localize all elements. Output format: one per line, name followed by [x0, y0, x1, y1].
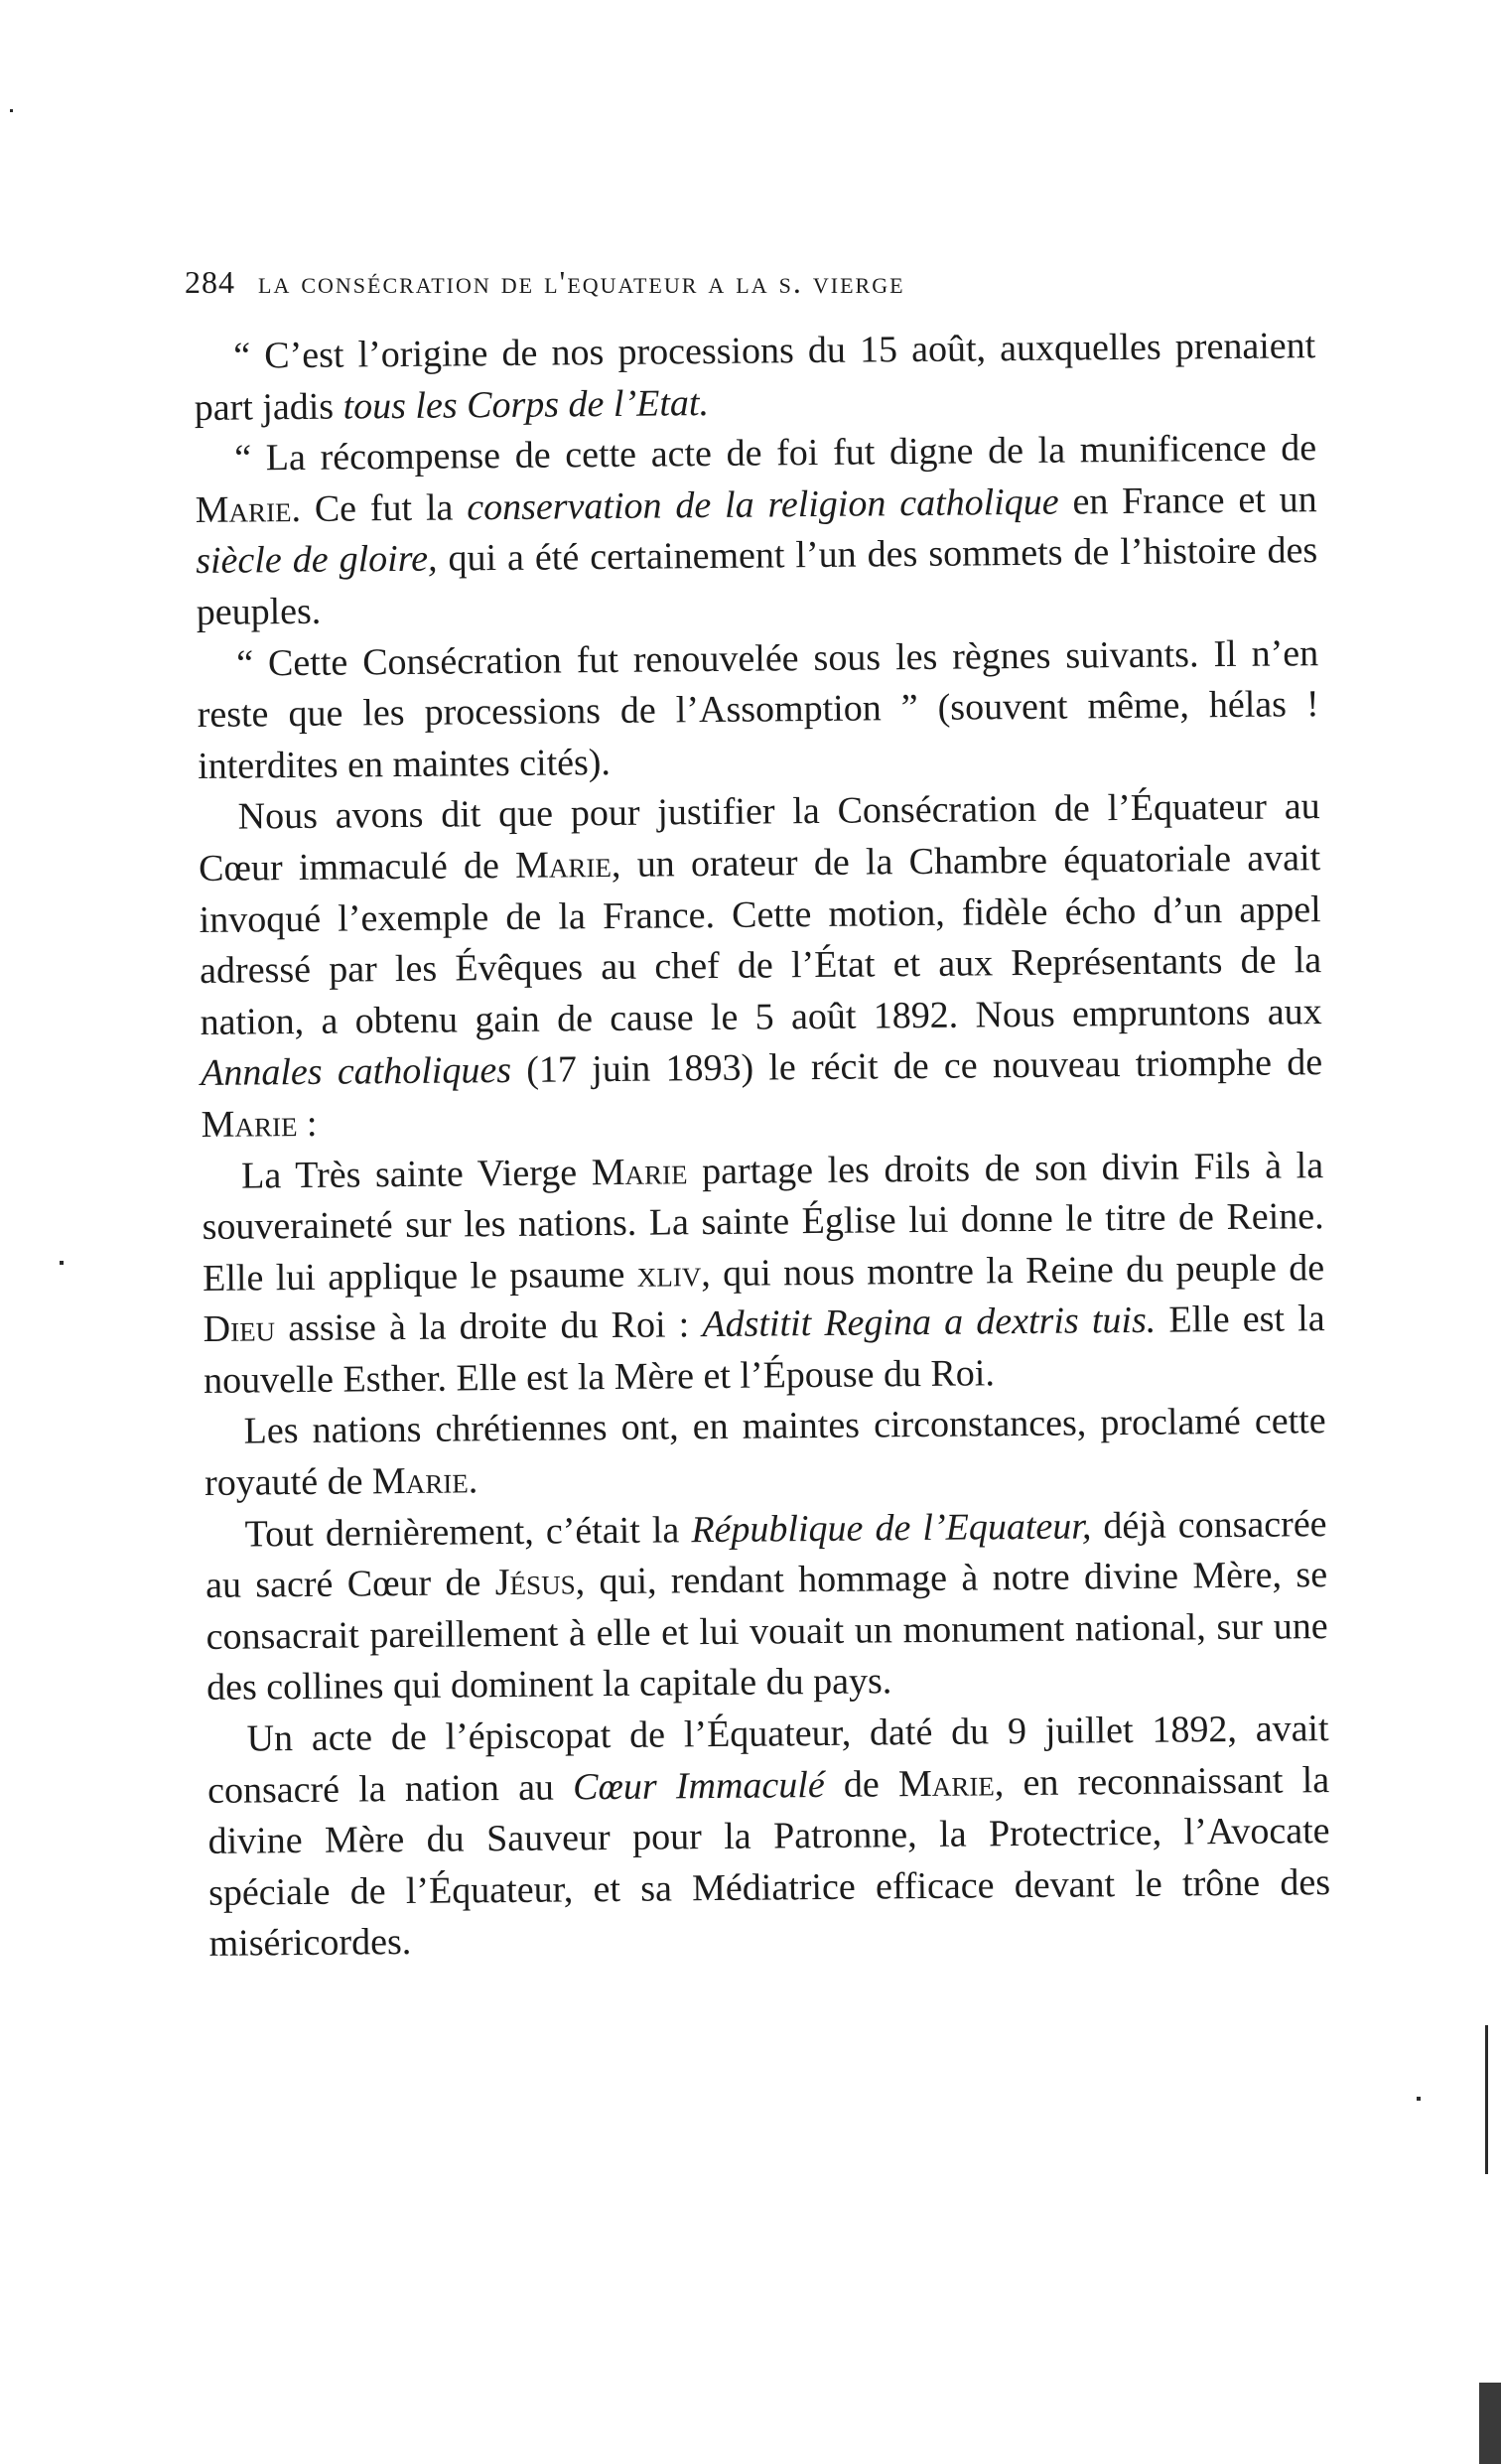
text-run: , qui, rendant hommage à notre divine Mère, se consacrait pareillement à elle et lui vouait un monument national, sur une des collines qui dominent la capitale du pays.	[205, 1554, 1328, 1710]
paragraph	[194, 321, 1316, 434]
text-run: . Ce fut la	[291, 486, 468, 530]
text-run: (17 juin 1893) le récit de ce nouveau triomphe de	[510, 1041, 1323, 1092]
text-run: qui a été certainement l’un des sommets de l’histoire des peuples.	[196, 529, 1318, 633]
small-caps-text: Marie	[591, 1150, 688, 1193]
small-caps-text: Marie	[514, 843, 613, 887]
text-run: en France et un	[1058, 478, 1317, 523]
text-run: .	[468, 1459, 478, 1502]
page-number: 284	[185, 264, 235, 300]
text-run: La Très sainte Vierge	[240, 1151, 592, 1197]
page-header	[185, 264, 1277, 301]
text-run: Tout dernièrement, c’était la	[244, 1508, 692, 1556]
text-run: , en reconnaissant la divine Mère du Sauveur pour la Patronne, la Protectrice, l’Avocate spéciale de l’Équateur, et sa Médiatrice efficace devant le trône des miséricordes.	[207, 1758, 1331, 1966]
text-run: “ C’est l’origine de nos processions du 15 août, auxquelles prenaient part jadis	[194, 325, 1316, 429]
paragraph	[206, 1704, 1330, 1971]
italic-text: Cœur Immaculé	[572, 1763, 825, 1809]
scan-speck	[1417, 2097, 1421, 2101]
small-caps-text: Marie	[201, 1102, 298, 1146]
running-title: la consécration de l'equateur a la s. vierge	[258, 264, 905, 300]
italic-text: conservation de la religion catholique	[467, 480, 1059, 529]
small-caps-text: Dieu	[203, 1307, 276, 1351]
text-run: , qui nous montre la Reine du peuple de	[701, 1246, 1325, 1295]
paragraph	[195, 423, 1318, 638]
text-run: Elle est la nouvelle Esther. Elle est la Mère et l’Épouse du Roi.	[203, 1298, 1325, 1402]
italic-text: siècle de gloire,	[196, 538, 438, 583]
italic-text: tous les Corps de l’Etat.	[342, 381, 710, 428]
text-run: Un acte de l’épiscopat de l’Équateur, daté du 9 juillet 1892, avait consacré la nation au	[206, 1708, 1329, 1812]
text-run: Les nations chrétiennes ont, en maintes circonstances, proclamé cette royauté de	[204, 1400, 1326, 1505]
small-caps-text: Marie	[195, 487, 292, 531]
scan-edge-mark	[1485, 2025, 1488, 2174]
italic-text: Adstitit Regina a dextris tuis.	[702, 1300, 1157, 1346]
paragraph	[198, 781, 1322, 1151]
body-text	[194, 321, 1331, 1971]
text-run: “ Cette Consécration fut renouvelée sous les règnes suivants. Il n’en reste que les processions de l’Assomption ” (souvent même, hélas ! interdites en maintes cités).	[197, 631, 1319, 787]
italic-text: République de l’Equateur,	[691, 1505, 1092, 1551]
text-run: , un orateur de la Chambre équatoriale avait invoqué l’exemple de la France. Cette motion, fidèle écho d’un appel adressé par les Évêques au chef de l’État et aux Représentants de la nation, a obtenu gain de cause le 5 août 1892. Nous empruntons aux	[199, 837, 1322, 1043]
small-caps-text: xliv	[636, 1252, 702, 1296]
text-run: :	[297, 1102, 318, 1145]
text-run: Nous avons dit que pour justifier la Consécration de l’Équateur au Cœur immaculé de	[198, 785, 1320, 890]
small-caps-text: Marie	[897, 1761, 996, 1805]
text-run: déjà consacrée au sacré Cœur de	[205, 1502, 1327, 1607]
scan-corner-shadow	[1479, 2383, 1501, 2464]
text-run: assise à la droite du Roi :	[274, 1303, 703, 1350]
paragraph	[197, 628, 1319, 793]
paragraph	[205, 1499, 1328, 1714]
scan-speck	[60, 1261, 64, 1265]
text-run: de	[824, 1762, 899, 1806]
paragraph	[204, 1397, 1326, 1510]
small-caps-text: Jésus	[494, 1561, 576, 1604]
small-caps-text: Marie	[371, 1459, 469, 1503]
italic-text: Annales catholiques	[200, 1049, 512, 1095]
text-run: “ La récompense de cette acte de foi fut digne de la munificence de	[234, 427, 1317, 479]
paragraph	[202, 1141, 1325, 1408]
scan-speck	[10, 109, 13, 112]
text-run: partage les droits de son divin Fils à la souveraineté sur les nations. La sainte Église lui donne le titre de Reine. Elle lui applique le psaume	[202, 1144, 1324, 1300]
